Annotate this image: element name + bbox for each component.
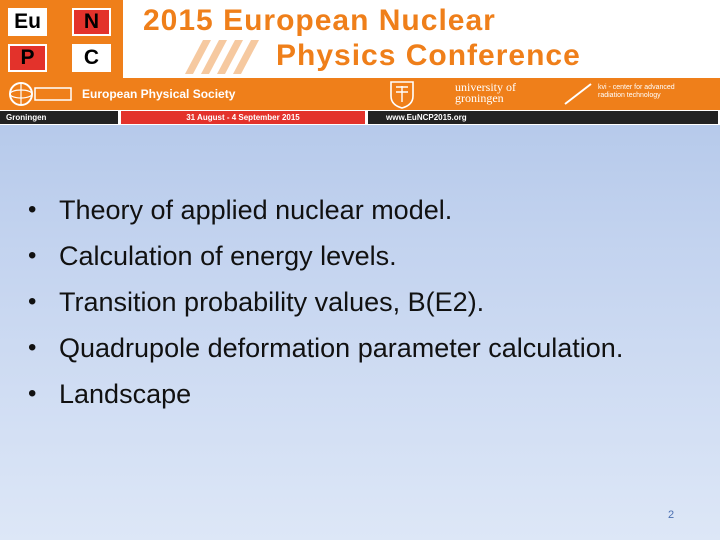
decorative-slashes-icon [185, 40, 265, 74]
bullet-item [28, 238, 623, 284]
kvi-logo-icon [563, 82, 593, 106]
kvi-label [598, 84, 675, 100]
bullet-text: Landscape [59, 379, 192, 409]
university-label [455, 82, 516, 104]
kvi-line1: kvi - center for advanced [598, 84, 675, 91]
bullet-text: Theory of applied nuclear model. [59, 195, 453, 225]
website-link[interactable]: www.EuNCP2015.org [368, 111, 718, 124]
bullet-item [28, 192, 623, 238]
bullet-dot-icon: • [28, 288, 37, 315]
bullet-item [28, 330, 623, 376]
conference-title-line1: 2015 European Nuclear [143, 4, 496, 37]
conference-title-line2: Physics Conference [276, 39, 581, 72]
bullet-dot-icon: • [28, 380, 37, 407]
bullet-text: Quadrupole deformation parameter calculation. [59, 333, 624, 363]
page-number: 2 [668, 509, 675, 521]
dates-label: 31 August - 4 September 2015 [121, 111, 365, 124]
university-line1: university of [455, 80, 516, 94]
bullet-dot-icon: • [28, 196, 37, 223]
bullet-item [28, 284, 623, 330]
logo-tile-c: C [72, 44, 111, 72]
eps-label: European Physical Society [82, 87, 236, 101]
eunpc-logo [0, 0, 123, 78]
bullet-list [28, 192, 623, 422]
kvi-line2: radiation technology [598, 92, 661, 99]
bullet-dot-icon: • [28, 242, 37, 269]
bullet-dot-icon: • [28, 334, 37, 361]
university-crest-icon [388, 80, 416, 109]
bullet-item [28, 376, 623, 422]
university-line2: groningen [455, 91, 504, 105]
logo-tile-p: P [8, 44, 47, 72]
logo-tile-eu: Eu [8, 8, 47, 36]
eps-logo-icon [8, 81, 76, 107]
location-label: Groningen [0, 111, 118, 124]
bullet-text: Calculation of energy levels. [59, 241, 397, 271]
conference-banner [0, 0, 720, 125]
bullet-text: Transition probability values, B(E2). [59, 287, 485, 317]
logo-tile-n: N [72, 8, 111, 36]
